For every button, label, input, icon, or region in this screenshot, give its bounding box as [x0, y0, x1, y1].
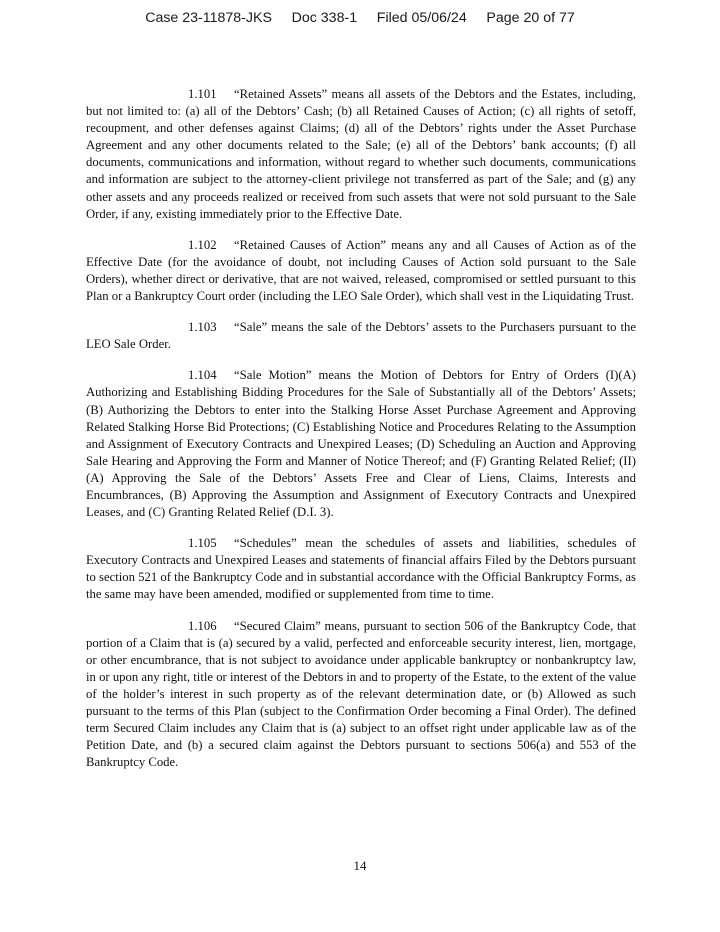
section-text: “Retained Assets” means all assets of the Debtors and the Estates, including, but not limited to: (a) all of the Debtors’ Cash; (b) all Retained Causes of Action; (c) all rights of setoff, recoupment, and other defenses against Claims; (d) all of the Debtors’ rights under the Asset Purchase Agreement and any other documents related to the Sale; (e) all of the Debtors’ bank accounts; (f) all documents, communications and information, without regard to whether such documents, communications and information are subject to the attorney-client privilege not transferred as part of the Sale; and (g) any other assets and any proceeds realized or received from such assets that were not sold pursuant to the Sale Order, if any, existing immediately prior to the Effective Date.: [86, 87, 636, 221]
section-number: 1.104: [188, 368, 217, 383]
section-text: “Retained Causes of Action” means any and all Causes of Action as of the Effective Date (for the avoidance of doubt, not including Causes of Action sold pursuant to the Sale Orders), whether direct or derivative, that are not waived, released, compromised or settled pursuant to this Plan or a Bankruptcy Court order (including the LEO Sale Order), which shall vest in the Liquidating Trust.: [86, 237, 636, 304]
section-number: 1.106: [188, 618, 217, 633]
section-1-106: [86, 618, 636, 772]
section-number: 1.103: [188, 320, 217, 335]
section-1-103: [86, 319, 636, 353]
section-text: “Schedules” mean the schedules of assets and liabilities, schedules of Executory Contracts and Unexpired Leases and statements of financial affairs Filed by the Debtors pursuant to section 521 of the Bankruptcy Code and in substantial accordance with the Official Bankruptcy Forms, as the same may have been amended, modified or supplemented from time to time.: [86, 536, 636, 602]
section-1-105: [86, 535, 636, 603]
section-number: 1.105: [188, 536, 217, 551]
section-1-102: [86, 237, 636, 305]
section-text: “Sale” means the sale of the Debtors’ assets to the Purchasers pursuant to the LEO Sale Order.: [86, 320, 636, 352]
document-body: [86, 86, 636, 785]
section-number: 1.101: [188, 87, 217, 101]
section-text: “Secured Claim” means, pursuant to section 506 of the Bankruptcy Code, that portion of a Claim that is (a) secured by a valid, perfected and enforceable security interest, lien, mortgage, or other encumbrance, that is not subject to avoidance under applicable bankruptcy or nonbankruptcy law, in or upon any right, title or interest of the Debtors in and to property of the Estate, to the extent of the value of the holder’s interest in such property as of the relevant determination date, or (b) Allowed as such pursuant to the terms of this Plan (subject to the Confirmation Order becoming a Final Order). The defined term Secured Claim includes any Claim that is (a) subject to an offset right under applicable law as of the Petition Date, and (b) a secured claim against the Debtors pursuant to sections 506(a) and 553 of the Bankruptcy Code.: [86, 618, 636, 770]
section-text: “Sale Motion” means the Motion of Debtors for Entry of Orders (I)(A) Authorizing and Establishing Bidding Procedures for the Sale of Substantially all of the Debtors’ Assets; (B) Authorizing the Debtors to enter into the Stalking Horse Asset Purchase Agreement and Approving Related Stalking Horse Bid Protections; (C) Establishing Notice and Procedures Relating to the Assumption and Assignment of Executory Contracts and Unexpired Leases; (D) Scheduling an Auction and Approving Sale Hearing and Approving the Form and Manner of Notice Thereof; and (F) Granting Related Relief; (II)(A) Approving the Sale of the Debtors’ Assets Free and Clear of Liens, Claims, Interests and Encumbrances, (B) Approving the Assumption and Assignment of Executory Contracts and Unexpired Leases, and (C) Granting Related Relief (D.I. 3).: [86, 368, 636, 520]
page-number: 14: [353, 858, 367, 873]
section-number: 1.102: [188, 237, 217, 252]
section-1-104: [86, 367, 636, 521]
section-1-101: [86, 86, 636, 223]
case-header: Case 23-11878-JKS Doc 338-1 Filed 05/06/24 Page 20 of 77: [145, 10, 575, 26]
